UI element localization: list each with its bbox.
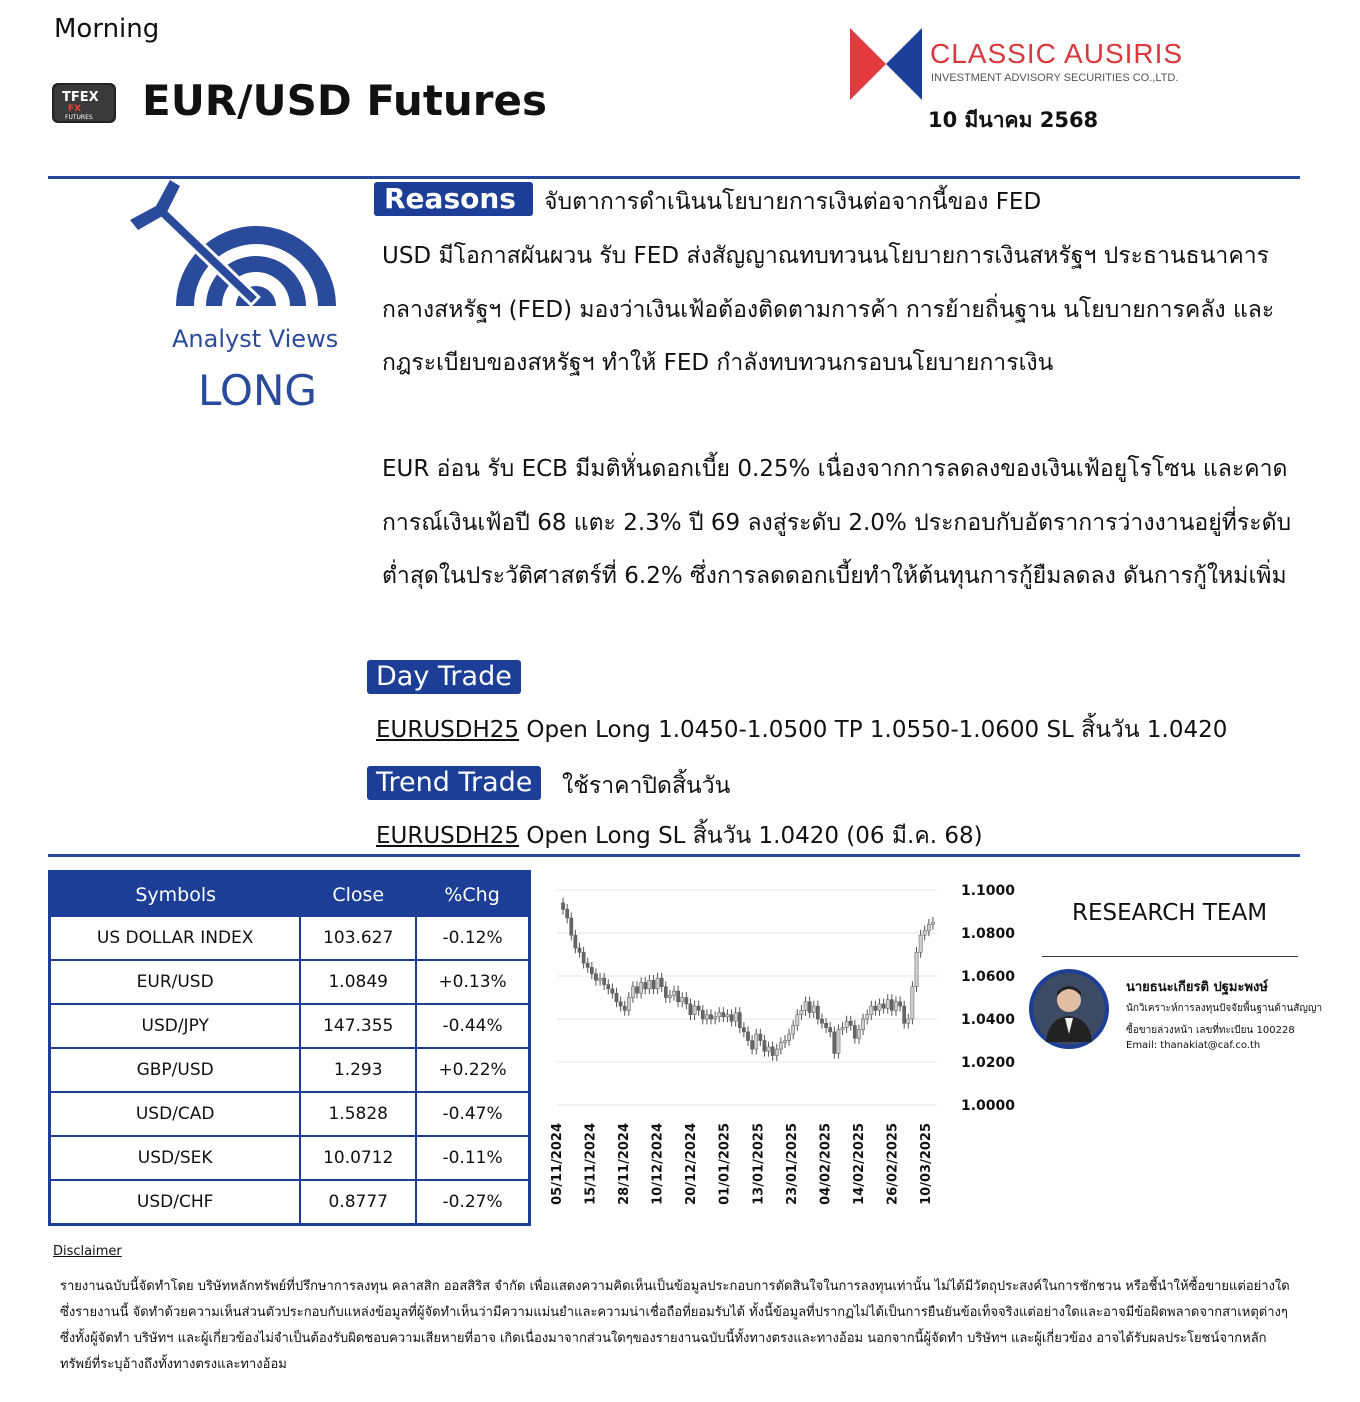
candle-body — [734, 1013, 737, 1022]
candle-body — [718, 1013, 721, 1017]
candle-body — [866, 1015, 869, 1019]
day-trade-line — [376, 712, 1227, 748]
x-tick-label: 04/02/2025 — [818, 1123, 834, 1205]
symbol-cell: USD/CAD — [50, 1092, 301, 1136]
reason-eur-paragraph: EUR อ่อน รับ ECB มีมติหั่นดอกเบี้ย 0.25% เนื่องจากการลดลงของเงินเฟ้อยูโรโซน และคาดการณ์เงินเฟ้อปี 68 แตะ 2.3% ปี 69 ลงสู่ระดับ 2.0% ประกอบกับอัตราการว่างงานอยู่ที่ระดับต่ำสุดในประวัติศาสตร์ที่ 6.2% ซึ่งการลดดอกเบี้ยทำให้ต้นทุนการกู้ยืมลดลง ดันการกู้ใหม่เพิ่ม — [382, 456, 1292, 589]
candle-body — [767, 1047, 770, 1051]
brand-logo — [850, 28, 922, 100]
close-cell: 103.627 — [300, 917, 416, 960]
divider-top — [48, 176, 1300, 179]
symbol-cell: US DOLLAR INDEX — [50, 917, 301, 960]
candle-body — [656, 978, 659, 989]
candle-body — [911, 987, 914, 1019]
disclaimer-body: รายงานฉบับนี้จัดทำโดย บริษัทหลักทรัพย์ที่ปรึกษาการลงทุน คลาสสิก ออสสิริส จำกัด เพื่อแสดงความคิดเห็นเป็นข้อมูลประกอบการตัดสินใจในการลงทุนเท่านั้น ไม่ได้มีวัตถุประสงค์ในการชักชวน หรือชี้นำให้ซื้อขายแต่อย่างใด ซึ่งรายงานนี้ จัดทำด้วยความเห็นส่วนตัวประกอบกับแหล่งข้อมูลที่ผู้จัดทำเห็นว่ามีความแม่นยำและความน่าเชื่อถือที่ยอมรับได้ ทั้งนี้ข้อมูลที่ปรากฏไม่ได้เป็นการยืนยันข้อเท็จจริงแต่อย่างใดและอาจมีข้อผิดพลาดจากสาเหตุต่างๆ ซึ่งทั้งผู้จัดทำ บริษัทฯ และผู้เกี่ยวข้องไม่จำเป็นต้องรับผิดชอบความเสียหายที่อาจ เกิดเนื่องมาจากส่วนใดๆของรายงานฉบับนี้ทั้งทางตรงและทางอ้อม นอกจากนี้ผู้จัดทำ บริษัทฯ และผู้เกี่ยวข้อง อาจได้รับผลประโยชน์จากหลักทรัพย์ที่ระบุอ้างถึงทั้งทางตรงและทางอ้อม — [60, 1279, 1290, 1372]
candle-body — [603, 978, 606, 984]
change-cell: -0.47% — [416, 1092, 529, 1136]
quotes-table — [48, 870, 531, 1226]
x-tick-label: 10/03/2025 — [919, 1123, 934, 1205]
candle-body — [619, 1002, 622, 1006]
candle-body — [903, 1006, 906, 1023]
candle-body — [590, 967, 593, 973]
candle-body — [644, 982, 647, 988]
analyst-views-label: Analyst Views — [172, 325, 339, 353]
candle-body — [870, 1006, 873, 1015]
close-cell: 1.0849 — [300, 960, 416, 1004]
candle-body — [623, 1006, 626, 1010]
candle-body — [833, 1032, 836, 1054]
change-cell: +0.22% — [416, 1048, 529, 1092]
candle-body — [677, 991, 680, 1002]
analyst-role: นักวิเคราะห์การลงทุนปัจจัยพื้นฐานด้านสัญญาซื้อขายล่วงหน้า เลขที่ทะเบียน 100228 — [1126, 1003, 1323, 1036]
candle-body — [759, 1034, 762, 1040]
candle-body — [882, 1004, 885, 1008]
day-trade-tag: Day Trade — [367, 660, 521, 694]
table-row — [50, 1136, 530, 1180]
candle-body — [796, 1015, 799, 1026]
candle-body — [829, 1028, 832, 1032]
x-tick-label: 15/11/2024 — [583, 1123, 599, 1205]
team-divider — [1042, 956, 1298, 957]
candle-body — [598, 978, 601, 980]
candle-body — [755, 1034, 758, 1049]
candle-body — [660, 978, 663, 987]
candle-body — [841, 1028, 844, 1030]
y-tick-label: 1.0800 — [961, 926, 1016, 942]
candle-body — [907, 1019, 910, 1023]
candle-body — [652, 980, 655, 989]
candle-body — [771, 1047, 774, 1056]
candle-body — [787, 1034, 790, 1040]
candle-body — [898, 1002, 901, 1006]
table-row — [50, 917, 530, 960]
candle-body — [697, 1006, 700, 1010]
y-tick-label: 1.0000 — [961, 1098, 1016, 1114]
candle-body — [664, 987, 667, 998]
change-cell: -0.12% — [416, 917, 529, 960]
disclaimer-title: Disclaimer — [53, 1244, 122, 1259]
candle-body — [611, 989, 614, 993]
candle-body — [714, 1017, 717, 1019]
x-tick-label: 05/11/2024 — [550, 1123, 565, 1205]
y-tick-label: 1.1000 — [961, 883, 1016, 899]
change-cell: -0.27% — [416, 1180, 529, 1225]
analyst-view-signal: LONG — [198, 366, 317, 415]
candle-body — [726, 1015, 729, 1017]
close-cell: 147.355 — [300, 1004, 416, 1048]
x-tick-label: 23/01/2025 — [784, 1123, 800, 1205]
symbol-cell: USD/JPY — [50, 1004, 301, 1048]
candle-body — [705, 1015, 708, 1019]
candle-body — [804, 1002, 807, 1011]
candle-body — [574, 935, 577, 948]
candle-body — [886, 1000, 889, 1009]
candle-body — [874, 1006, 877, 1010]
candle-body — [824, 1023, 827, 1027]
candle-body — [693, 1006, 696, 1015]
candle-body — [701, 1010, 704, 1019]
symbol-cell: EUR/USD — [50, 960, 301, 1004]
report-date: 10 มีนาคม 2568 — [928, 108, 1099, 132]
close-cell: 0.8777 — [300, 1180, 416, 1225]
change-cell: -0.11% — [416, 1136, 529, 1180]
candle-body — [681, 998, 684, 1002]
trend-trade-tag: Trend Trade — [367, 766, 541, 800]
analyst-email: Email: thanakiat@caf.co.th — [1126, 1040, 1261, 1051]
analyst-avatar — [1028, 968, 1110, 1050]
candle-body — [685, 998, 688, 1004]
target-arrow-icon — [130, 180, 340, 310]
candle-body — [709, 1015, 712, 1019]
candle-body — [820, 1019, 823, 1023]
y-tick-label: 1.0400 — [961, 1012, 1016, 1028]
header-close: Close — [300, 872, 416, 918]
candle-body — [853, 1025, 856, 1038]
x-tick-label: 20/12/2024 — [684, 1123, 700, 1205]
table-row — [50, 1004, 530, 1048]
candle-body — [783, 1041, 786, 1043]
trend-trade-line — [376, 818, 983, 854]
candle-body — [738, 1013, 741, 1028]
close-cell: 1.5828 — [300, 1092, 416, 1136]
quotes-header-row — [50, 872, 530, 918]
candle-body — [689, 1004, 692, 1015]
close-cell: 1.293 — [300, 1048, 416, 1092]
table-row — [50, 960, 530, 1004]
symbol-cell: GBP/USD — [50, 1048, 301, 1092]
candle-body — [582, 952, 585, 963]
y-tick-label: 1.0600 — [961, 969, 1016, 985]
candle-body — [849, 1021, 852, 1025]
candle-body — [742, 1028, 745, 1032]
candle-body — [800, 1010, 803, 1014]
candle-body — [775, 1049, 778, 1055]
svg-text:TFEX: TFEX — [62, 90, 99, 105]
candle-body — [816, 1006, 819, 1019]
session-label: Morning — [54, 14, 160, 44]
candle-body — [648, 980, 651, 989]
candle-body — [586, 963, 589, 967]
table-row — [50, 1092, 530, 1136]
candle-body — [635, 987, 638, 993]
reason-usd-paragraph: USD มีโอกาสผันผวน รับ FED ส่งสัญญาณทบทวนนโยบายการเงินสหรัฐฯ ประธานธนาคารกลางสหรัฐฯ (FED) มองว่าเงินเฟ้อต้องติดตามการค้า การย้ายถิ่นฐาน นโยบายการคลัง และกฎระเบียบของสหรัฐฯ ทำให้ FED กำลังทบทวนกรอบนโยบายการเงิน — [382, 243, 1275, 376]
change-cell: -0.44% — [416, 1004, 529, 1048]
candle-body — [923, 931, 926, 935]
candle-body — [861, 1019, 864, 1030]
candle-body — [919, 935, 922, 952]
candle-body — [722, 1013, 725, 1017]
y-tick-label: 1.0200 — [961, 1055, 1016, 1071]
trend-trade-note: ใช้ราคาปิดสิ้นวัน — [562, 773, 731, 799]
close-cell: 10.0712 — [300, 1136, 416, 1180]
symbol-cell: USD/SEK — [50, 1136, 301, 1180]
candle-body — [607, 985, 610, 989]
candle-body — [857, 1030, 860, 1039]
trend-trade-symbol: EURUSDH25 — [376, 823, 520, 849]
candle-body — [890, 1000, 893, 1011]
candle-body — [631, 987, 634, 998]
candle-body — [668, 995, 671, 997]
candle-body — [894, 1002, 897, 1011]
candle-body — [730, 1015, 733, 1021]
candle-body — [672, 991, 675, 995]
candle-body — [792, 1025, 795, 1034]
candle-body — [561, 903, 564, 909]
x-tick-label: 01/01/2025 — [717, 1123, 733, 1205]
reasons-headline: จับตาการดำเนินนโยบายการเงินต่อจากนี้ของ FED — [544, 189, 1042, 215]
eurusd-price-chart — [545, 878, 1020, 1218]
day-trade-detail: Open Long 1.0450-1.0500 TP 1.0550-1.0600 SL สิ้นวัน 1.0420 — [519, 717, 1228, 743]
header-symbols: Symbols — [50, 872, 301, 918]
trend-trade-detail: Open Long SL สิ้นวัน 1.0420 (06 มี.ค. 68) — [519, 823, 983, 849]
candle-body — [570, 918, 573, 935]
x-tick-label: 13/01/2025 — [751, 1123, 767, 1205]
candle-body — [837, 1030, 840, 1054]
candle-body — [878, 1004, 881, 1010]
x-tick-label: 26/02/2025 — [885, 1123, 901, 1205]
candle-body — [927, 924, 930, 930]
candle-body — [578, 948, 581, 952]
x-tick-label: 10/12/2024 — [650, 1123, 666, 1205]
research-team-title: RESEARCH TEAM — [1072, 900, 1268, 926]
candle-body — [640, 982, 643, 993]
candle-body — [627, 998, 630, 1011]
svg-text:FUTURES: FUTURES — [65, 114, 93, 121]
brand-name: CLASSIC AUSIRIS — [930, 38, 1184, 69]
x-tick-label: 14/02/2025 — [851, 1123, 867, 1205]
x-tick-label: 28/11/2024 — [617, 1123, 633, 1205]
header-change: %Chg — [416, 872, 529, 918]
candle-body — [779, 1043, 782, 1049]
tfex-logo — [50, 80, 118, 126]
svg-text:FX: FX — [68, 104, 82, 114]
candle-body — [594, 974, 597, 980]
candle-body — [615, 993, 618, 1002]
page-title: EUR/USD Futures — [142, 76, 547, 125]
analyst-name: นายธนะเกียรติ ปฐมะพงษ์ — [1126, 980, 1268, 995]
reasons-tag: Reasons — [374, 182, 533, 216]
day-trade-symbol: EURUSDH25 — [376, 717, 520, 743]
candle-body — [915, 952, 918, 986]
brand-subtitle: INVESTMENT ADVISORY SECURITIES CO.,LTD. — [931, 72, 1179, 84]
candle-body — [845, 1021, 848, 1027]
candle-body — [931, 922, 934, 924]
candle-body — [763, 1041, 766, 1052]
candle-body — [746, 1032, 749, 1041]
table-row — [50, 1180, 530, 1225]
table-row — [50, 1048, 530, 1092]
candle-body — [566, 909, 569, 918]
divider-middle — [48, 854, 1300, 857]
change-cell: +0.13% — [416, 960, 529, 1004]
candle-body — [808, 1002, 811, 1013]
candle-body — [751, 1041, 754, 1050]
symbol-cell: USD/CHF — [50, 1180, 301, 1225]
candle-body — [812, 1006, 815, 1012]
